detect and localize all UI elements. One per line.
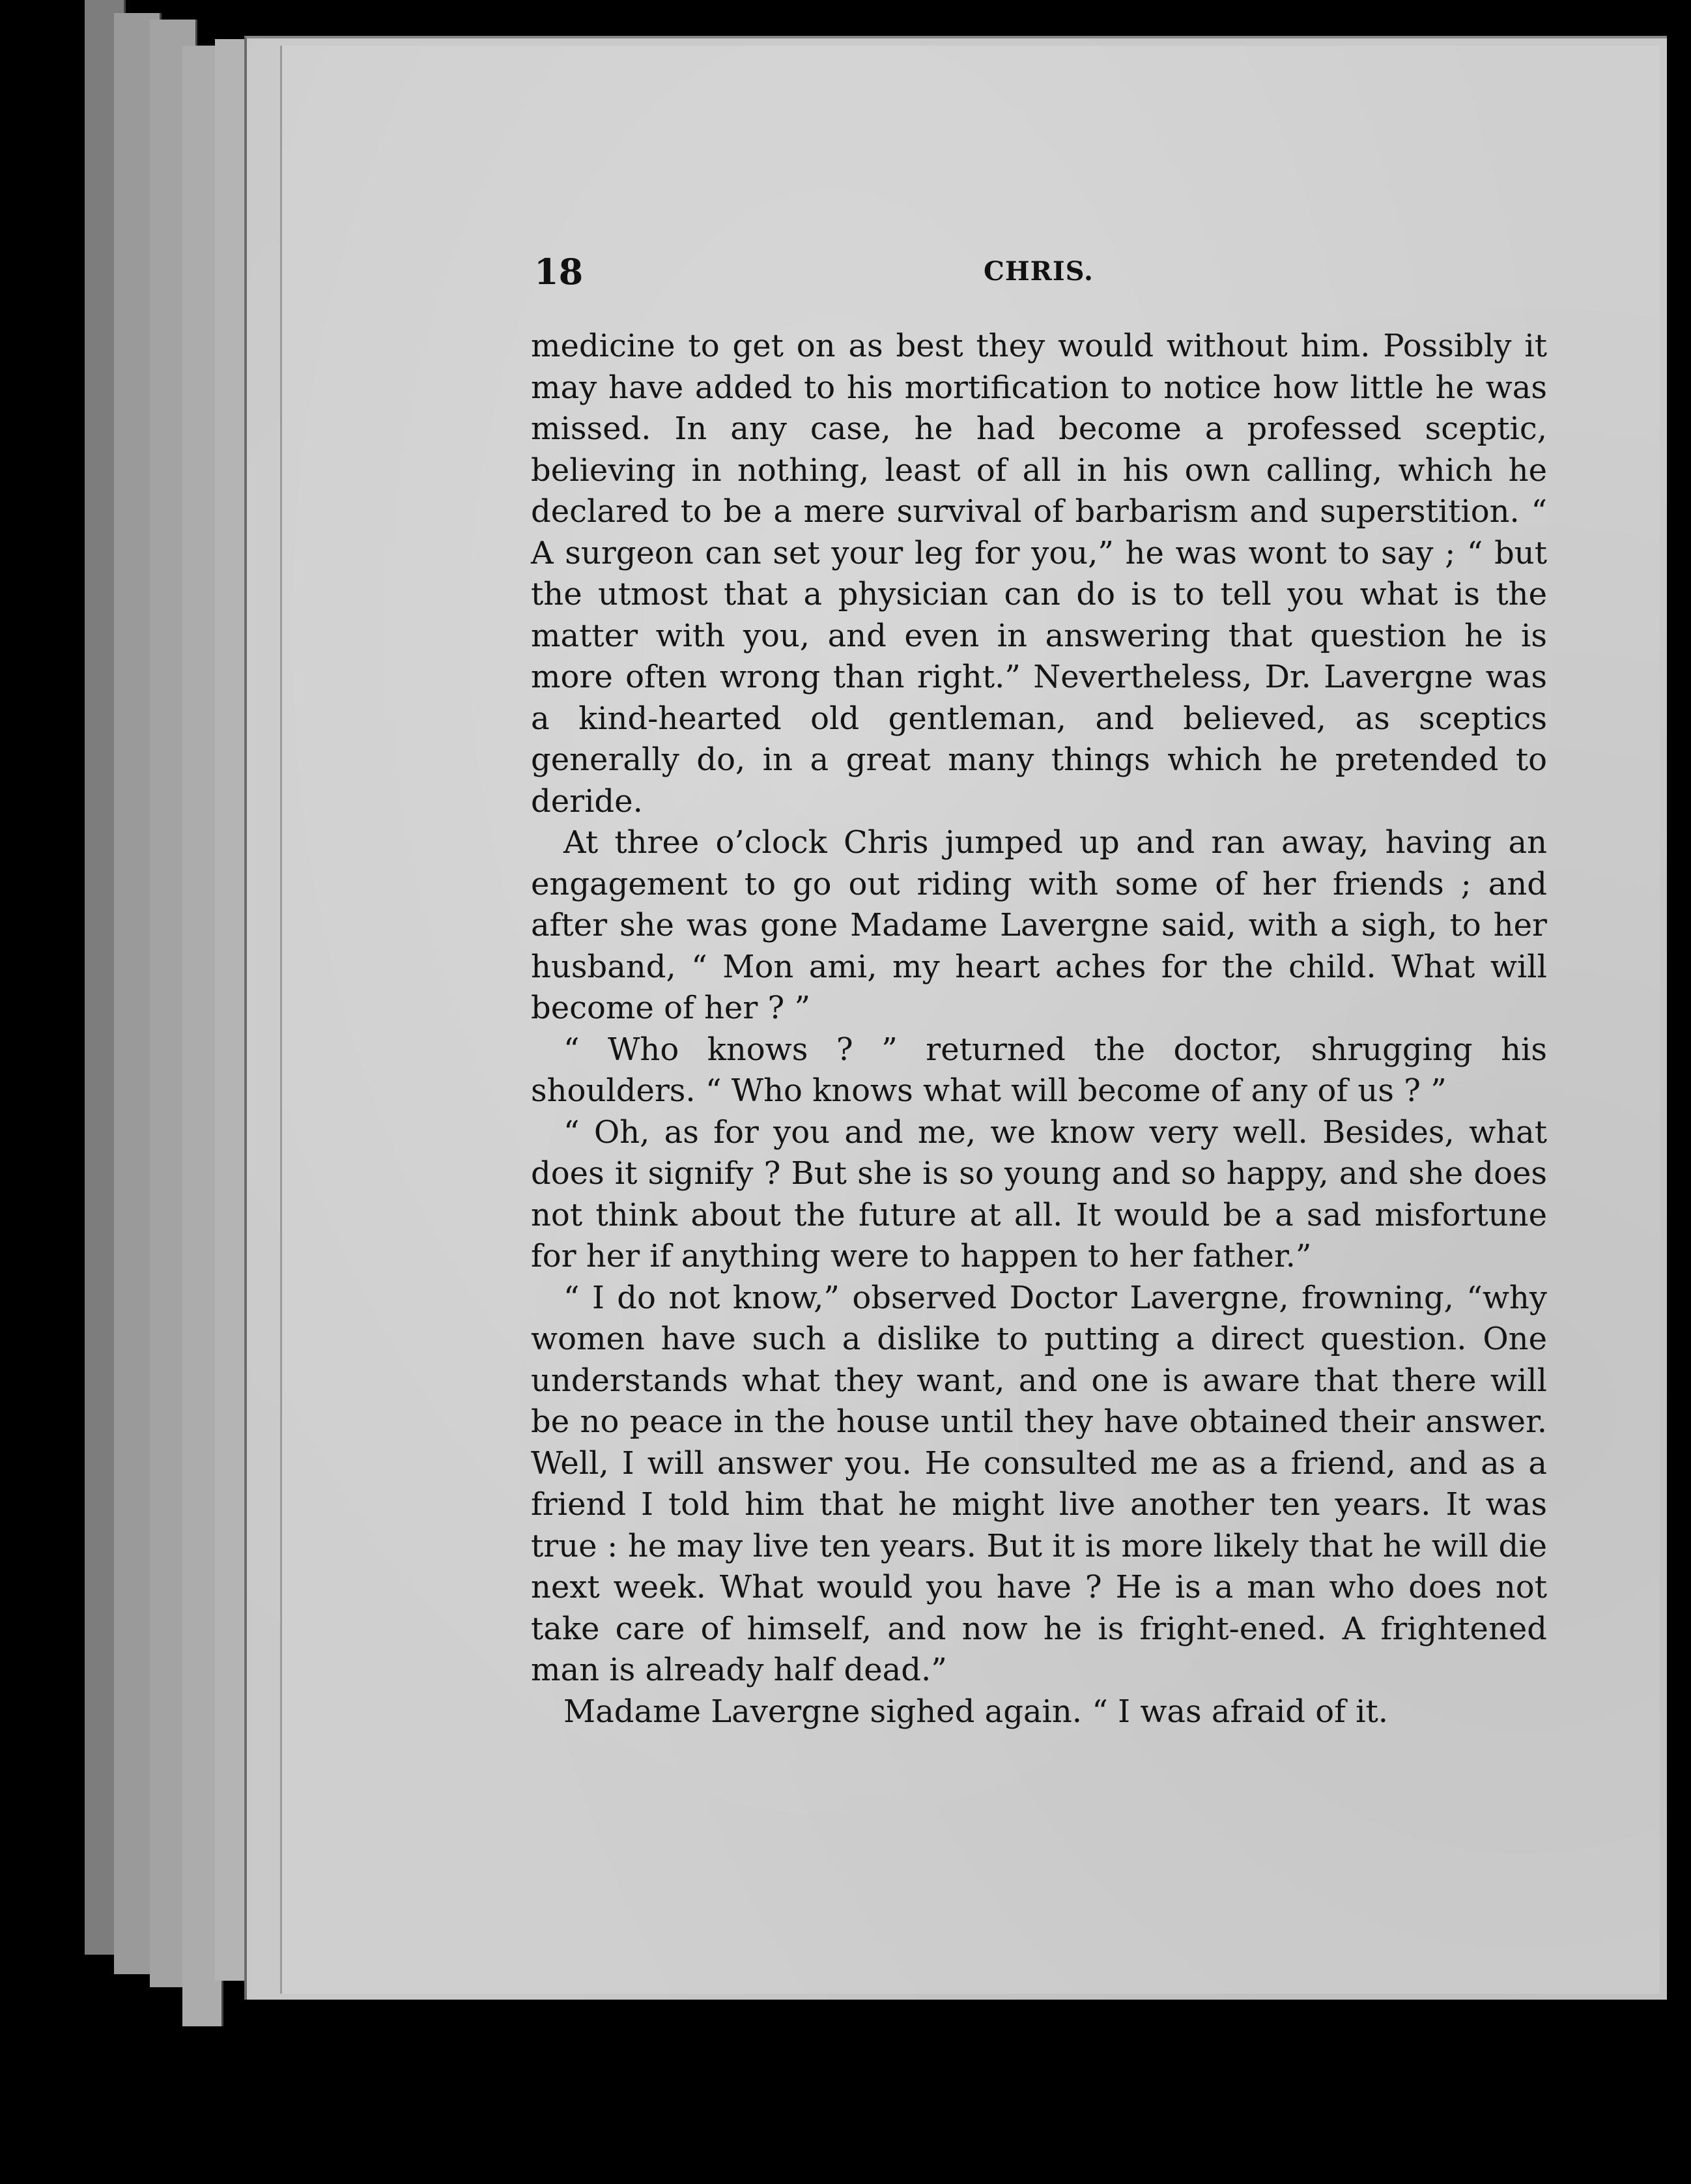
paragraph: Madame Lavergne sighed again. “ I was afraid of it. — [563, 1693, 1389, 1730]
paragraph: “ Who knows ? ” returned the doctor, shrugging his shoulders. “ Who knows what will become of any of us ? ” — [531, 1031, 1547, 1109]
paragraph: At three o’clock Chris jumped up and ran away, having an engagement to go out riding with some of her friends ; and after she was gone Madame Lavergne said, with a sigh, to her husband, “ Mon ami, my heart aches for the child. What will become of her ? ” — [531, 824, 1547, 1026]
paragraph: “ I do not know,” observed Doctor Lavergne, frowning, “why women have such a dislike to putting a direct question. One understands what they want, and one is aware that there will be no peace in the house until they have obtained their answer. Well, I will answer you. He consulted me as a friend, and as a friend I told him that he might live another ten years. It was true : he may live ten years. But it is more likely that he will die next week. What would you have ? He is a man who does not take care of himself, and now he is fright-ened. A frightened man is already half dead.” — [531, 1279, 1547, 1688]
paragraph: medicine to get on as best they would without him. Possibly it may have added to his mortification to notice how little he was missed. In any case, he had become a professed sceptic, believing in nothing, least of all in his own calling, which he declared to be a mere survival of barbarism and superstition. “ A surgeon can set your leg for you,” he was wont to say ; “ but the utmost that a physician can do is to tell you what is the matter with you, and even in answering that question he is more often wrong than right.” Nevertheless, Dr. Lavergne was a kind-hearted old gentleman, and believed, as sceptics generally do, in a great many things which he pretended to deride. — [531, 328, 1547, 820]
page-header — [534, 251, 1550, 296]
page-number: 18 — [534, 251, 584, 293]
paragraph: “ Oh, as for you and me, we know very well. Besides, what does it signify ? But she is so young and so happy, and she does not think about the future at all. It would be a sad misfortune for her if anything were to happen to her father.” — [531, 1114, 1547, 1274]
body-text — [531, 326, 1547, 1732]
running-head: CHRIS. — [984, 256, 1094, 287]
